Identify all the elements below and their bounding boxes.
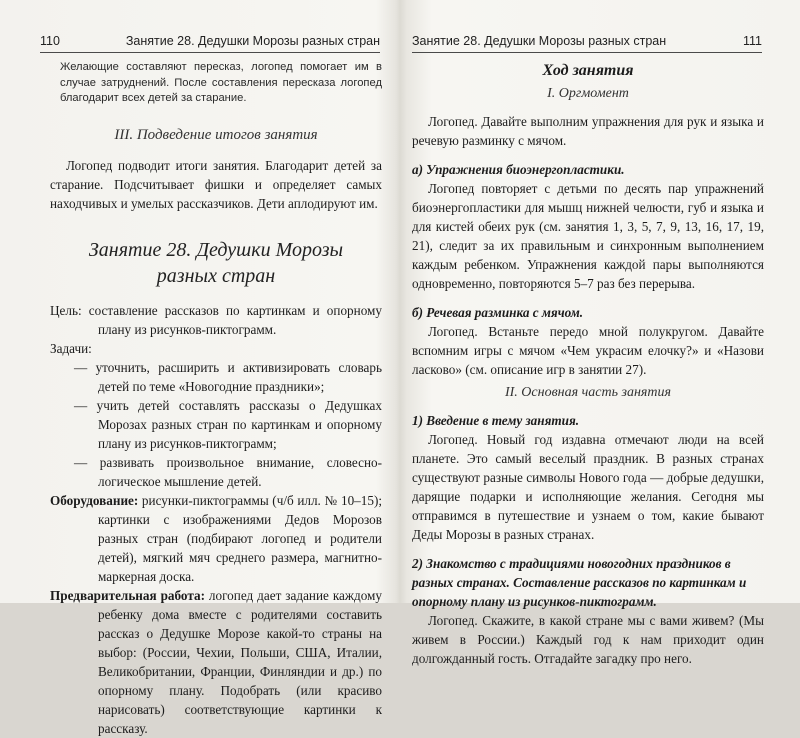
subsection-a-text: Логопед повторяет с детьми по десять пар упражнений биоэнергопластики для мышц нижней челюсти, губ и языка и для кистей обеих рук (см. занятия 1, 3, 5, 7, 9, 13, 16, 17, 19, 21), следит за их правильным и синхронным выполнением каждым ребенком. Упражнения каждой пары выполняются одновременно, повторяются 5–7 раз без перерыва. xyxy=(412,181,764,291)
course-heading: Ход занятия xyxy=(542,62,634,79)
lesson-title xyxy=(50,237,382,289)
task-item: — учить детей составлять рассказы о Дедушках Морозах разных стран по картинкам и опорному плану из рисунков-пиктограмм; xyxy=(74,397,382,451)
left-running-head xyxy=(40,30,380,53)
subsection-1-text: Логопед. Новый год издавна отмечают люди на всей планете. Это самый веселый праздник. В разных странах существуют разные символы Нового года — добрые дедушки, дарящие подарки и исполняющие желания. Сегодня мы отправимся в путешествие и узнаем о том, какие бывают Деды Морозы в разных странах. xyxy=(412,432,764,542)
left-running-title: Занятие 28. Дедушки Морозы разных стран xyxy=(125,34,380,48)
goal-block xyxy=(50,301,382,339)
left-page xyxy=(0,0,396,736)
goal-text: составление рассказов по картинкам и опорному плану из рисунков-пиктограмм. xyxy=(81,302,382,337)
goal-label: Цель: xyxy=(50,302,82,318)
right-column xyxy=(412,60,764,668)
section-ii-heading: II. Основная часть занятия xyxy=(504,385,672,400)
section-i-heading: I. Оргмомент xyxy=(547,86,629,101)
right-page xyxy=(404,0,800,666)
task-item: — развивать произвольное внимание, словесно-логическое мышление детей. xyxy=(74,454,382,489)
retelling-note: Желающие составляют пересказ, логопед помогает им в случае затруднений. После составления пересказа логопед благодарит всех детей за старание. xyxy=(60,61,382,104)
section-iii-heading: III. Подведение итогов занятия xyxy=(114,126,318,143)
summary-paragraph: Логопед подводит итоги занятия. Благодарит детей за старание. Подсчитывает фишки и определяет самых находчивых и умелых рассказчиков. Дети аплодируют им. xyxy=(50,157,382,211)
right-running-head xyxy=(412,30,762,53)
prep-block xyxy=(50,586,382,738)
subsection-a-heading: а) Упражнения биоэнергопластики. xyxy=(412,162,625,177)
prep-label: Предварительная работа: xyxy=(50,587,205,603)
equipment-text: рисунки-пиктограммы (ч/б илл. № 10–15); картинки с изображениями Дедов Морозов разных стран (подбирают логопед и родители детей), мягкий мяч среднего размера, магнитно-маркерная доска. xyxy=(98,492,382,584)
equipment-label: Оборудование: xyxy=(50,492,139,508)
subsection-1-heading: 1) Введение в тему занятия. xyxy=(412,413,580,428)
equipment-block xyxy=(50,491,382,586)
right-page-number: 111 xyxy=(742,34,762,48)
subsection-b-heading: б) Речевая разминка с мячом. xyxy=(412,305,584,320)
task-item: — уточнить, расширить и активизировать словарь детей по теме «Новогодние праздники»; xyxy=(74,359,382,394)
lesson-title-line-1: Занятие 28. Дедушки Морозы xyxy=(88,238,344,261)
intro-paragraph: Логопед. Давайте выполним упражнения для рук и языка и речевую разминку с мячом. xyxy=(412,114,764,148)
left-page-number: 110 xyxy=(40,34,60,48)
prep-text: логопед дает задание каждому ребенку дома вместе с родителями составить рассказ о Дедушке Морозе какой-то страны на выбор: (России, Чехии, Польши, США, Италии, Великобритании, Франции, Финляндии и др.) по опорному плану. Подобрать (или красиво нарисовать) соответствующие картинки к рассказу. xyxy=(98,587,382,736)
right-running-title: Занятие 28. Дедушки Морозы разных стран xyxy=(412,34,667,48)
lesson-title-line-2: разных стран xyxy=(156,264,276,287)
subsection-2-heading: 2) Знакомство с традициями новогодних праздников в разных странах. Составление рассказов по картинкам и опорному плану из рисунков-пиктограмм. xyxy=(412,556,747,609)
subsection-b-text: Логопед. Встаньте передо мной полукругом. Давайте вспомним игры с мячом «Чем украсим елочку?» и «Назови ласково» (см. описание игр в занятии 27). xyxy=(412,324,764,377)
left-column xyxy=(50,60,382,738)
subsection-2-text: Логопед. Скажите, в какой стране мы с вами живем? (Мы живем в России.) Каждый год к нам приходит один долгожданный гость. Отгадайте загадку про него. xyxy=(412,613,764,666)
tasks-label: Задачи: xyxy=(50,340,92,356)
